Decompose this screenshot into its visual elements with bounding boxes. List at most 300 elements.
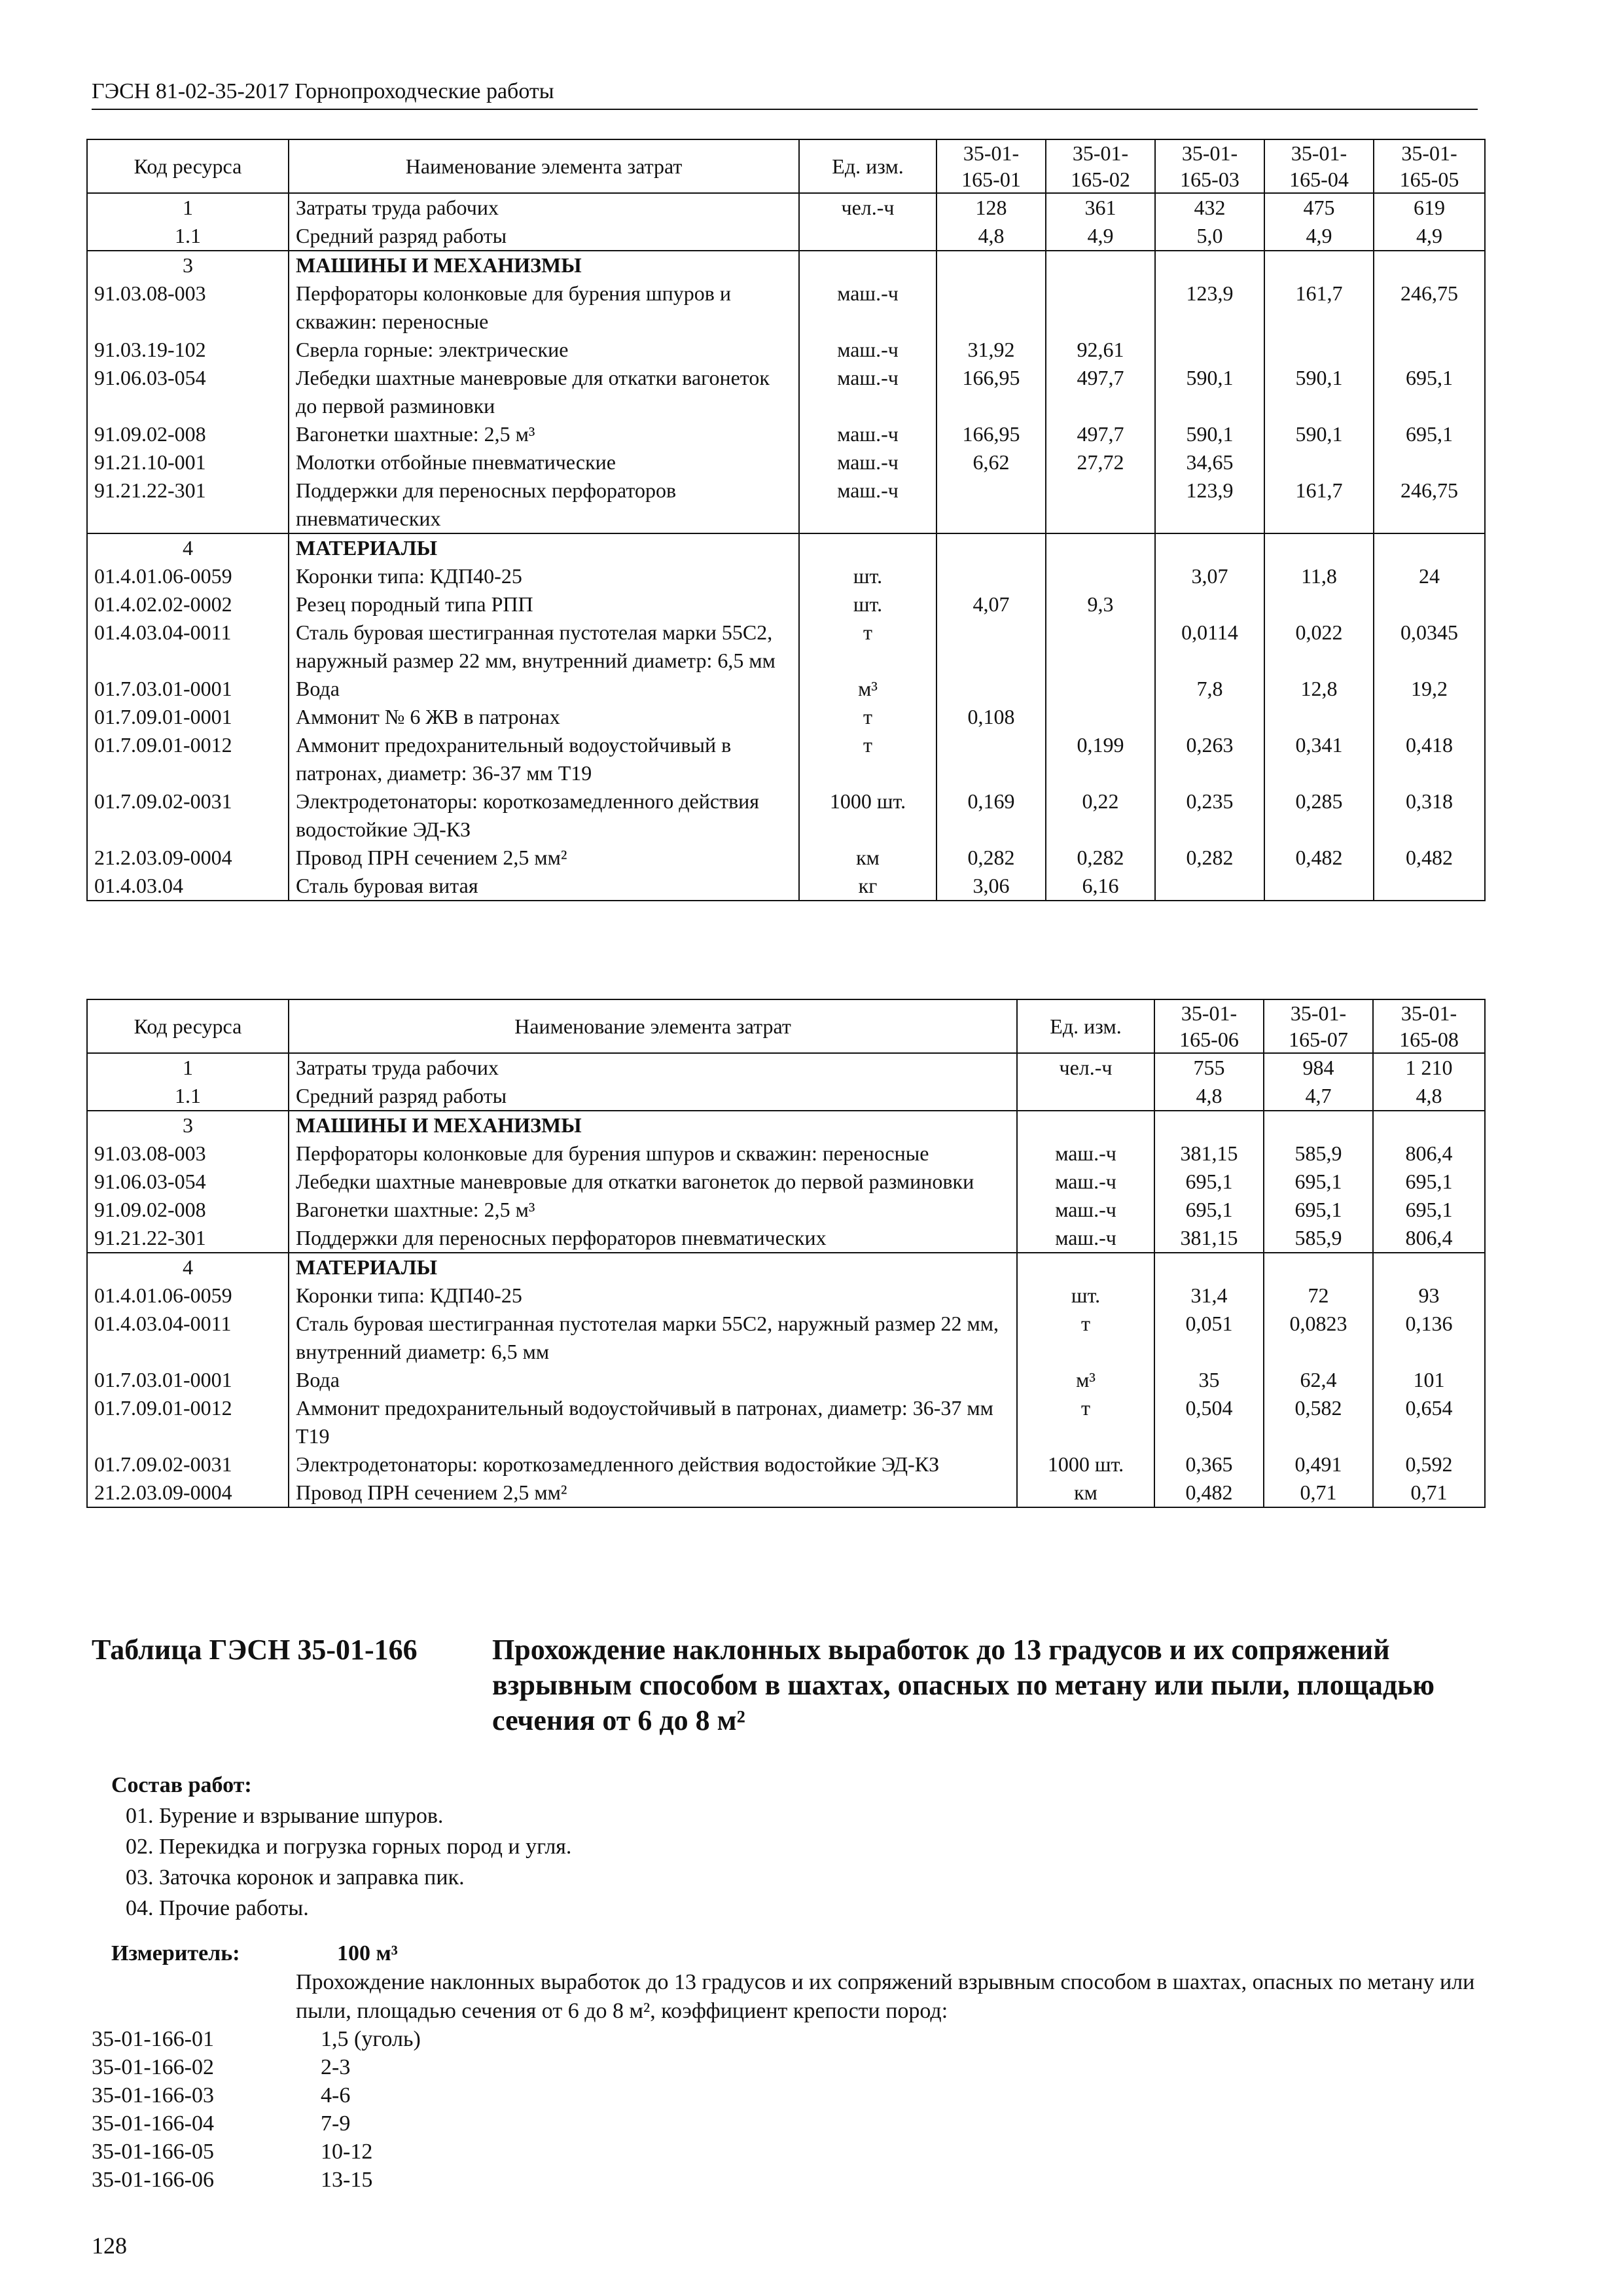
unit-of-measure: маш.-ч [799,476,936,533]
norm-value: 72 [1264,1282,1373,1310]
resource-code: 1.1 [87,1082,289,1111]
column-header: 35-01- 165-03 [1155,139,1264,193]
rock-hardness-value: 4-6 [321,2083,351,2108]
resource-code: 21.2.03.09-0004 [87,844,289,872]
norm-value: 161,7 [1264,476,1374,533]
table-row [87,731,1485,787]
cost-element-name: Сверла горные: электрические [289,336,799,364]
norm-value [1374,703,1485,731]
norm-value: 806,4 [1373,1224,1485,1253]
norm-value: 6,62 [936,448,1046,476]
cost-element-name: Поддержки для переносных перфораторов пневматических [289,476,799,533]
cost-element-name: Коронки типа: КДП40-25 [289,562,799,590]
resource-code: 91.03.19-102 [87,336,289,364]
norm-value: 590,1 [1264,364,1374,420]
norm-value [1155,872,1264,901]
cost-element-name: Аммонит предохранительный водоустойчивый в патронах, диаметр: 36-37 мм Т19 [289,1394,1017,1450]
norm-value: 381,15 [1154,1224,1264,1253]
norm-value: 31,92 [936,336,1046,364]
norm-row [92,2109,582,2138]
column-header: Код ресурса [87,139,289,193]
norm-value: 0,0823 [1264,1310,1373,1366]
column-header: Код ресурса [87,999,289,1053]
resource-code: 4 [87,533,289,562]
unit-of-measure: т [1017,1310,1154,1366]
norm-value: 4,7 [1264,1082,1373,1111]
measure-description: Прохождение наклонных выработок до 13 градусов и их сопряжений взрывным способом в шахтах, опасных по метану или пыли, площадью сечения от 6 до 8 м², коэффициент крепости пород: [296,1970,1475,2023]
norm-value [936,731,1046,787]
norm-value: 0,051 [1154,1310,1264,1366]
norm-value [1155,533,1264,562]
resource-table-1 [86,139,1486,901]
norm-code: 35-01-166-06 [92,2168,214,2192]
norm-row [92,2081,582,2109]
norm-value [1155,251,1264,279]
unit-of-measure: маш.-ч [799,364,936,420]
norm-value: 0,654 [1373,1394,1485,1450]
norm-value: 695,1 [1374,364,1485,420]
table-row [87,619,1485,675]
norm-value [1374,251,1485,279]
work-heading: Состав работ: [111,1773,252,1797]
work-composition [111,1770,571,1924]
cost-element-name: Вода [289,675,799,703]
table-row [87,872,1485,901]
norm-value: 619 [1374,193,1485,222]
table-row [87,1282,1485,1310]
norm-value [1374,872,1485,901]
cost-element-name: Сталь буровая витая [289,872,799,901]
norm-value [1264,1253,1373,1282]
resource-code: 01.4.01.06-0059 [87,1282,289,1310]
table-row [87,364,1485,420]
norm-value [1046,562,1155,590]
resource-code: 01.7.09.01-0001 [87,703,289,731]
norm-value [1264,703,1374,731]
norm-value [1264,448,1374,476]
resource-code: 91.21.10-001 [87,448,289,476]
norm-value: 0,108 [936,703,1046,731]
norm-value: 35 [1154,1366,1264,1394]
norm-value [936,562,1046,590]
resource-code: 91.09.02-008 [87,1196,289,1224]
unit-of-measure: маш.-ч [1017,1224,1154,1253]
table-row [87,222,1485,251]
norm-value: 695,1 [1154,1168,1264,1196]
rock-hardness-value: 1,5 (уголь) [321,2027,421,2051]
resource-code: 91.21.22-301 [87,1224,289,1253]
column-header: 35-01- 165-06 [1154,999,1264,1053]
cost-element-name: Электродетонаторы: короткозамедленного действия водостойкие ЭД-КЗ [289,787,799,844]
unit-of-measure: шт. [1017,1282,1154,1310]
resource-code: 01.7.09.02-0031 [87,787,289,844]
cost-element-name: Затраты труда рабочих [289,193,799,222]
norm-value: 7,8 [1155,675,1264,703]
norm-value [1046,533,1155,562]
table-row [87,336,1485,364]
norm-value: 0,418 [1374,731,1485,787]
resource-code: 3 [87,251,289,279]
norm-value: 695,1 [1374,420,1485,448]
norm-value: 0,136 [1373,1310,1485,1366]
norm-value: 695,1 [1373,1168,1485,1196]
table-row [87,1196,1485,1224]
norm-value [936,251,1046,279]
unit-of-measure: маш.-ч [1017,1139,1154,1168]
norm-value [1046,476,1155,533]
norm-value [1373,1253,1485,1282]
norm-value [1373,1111,1485,1139]
norm-value: 0,235 [1155,787,1264,844]
norm-value [936,279,1046,336]
table-row [87,562,1485,590]
cost-element-name: Провод ПРН сечением 2,5 мм² [289,844,799,872]
cost-element-name: Электродетонаторы: короткозамедленного действия водостойкие ЭД-КЗ [289,1450,1017,1479]
norm-value: 101 [1373,1366,1485,1394]
unit-of-measure [1017,1111,1154,1139]
norm-value: 695,1 [1154,1196,1264,1224]
norm-value: 93 [1373,1282,1485,1310]
unit-of-measure [799,533,936,562]
norm-value: 590,1 [1155,420,1264,448]
unit-of-measure [799,222,936,251]
resource-code: 91.06.03-054 [87,364,289,420]
unit-of-measure: маш.-ч [1017,1196,1154,1224]
norm-value: 246,75 [1374,476,1485,533]
norm-value [936,533,1046,562]
norm-value: 590,1 [1155,364,1264,420]
norm-value: 24 [1374,562,1485,590]
unit-of-measure [1017,1082,1154,1111]
norm-value: 123,9 [1155,476,1264,533]
norm-value: 695,1 [1264,1196,1373,1224]
column-header: 35-01- 165-02 [1046,139,1155,193]
cost-element-name: Вагонетки шахтные: 2,5 м³ [289,420,799,448]
cost-element-name: Перфораторы колонковые для бурения шпуров и скважин: переносные [289,279,799,336]
norm-value: 166,95 [936,420,1046,448]
norm-value: 0,318 [1374,787,1485,844]
table-row [87,1394,1485,1450]
norm-value: 0,71 [1264,1479,1373,1507]
cost-element-name: Средний разряд работы [289,1082,1017,1111]
norm-value [1374,533,1485,562]
cost-element-name: МАШИНЫ И МЕХАНИЗМЫ [289,251,799,279]
table-row [87,844,1485,872]
rock-hardness-value: 13-15 [321,2168,373,2192]
page-number: 128 [92,2233,127,2259]
resource-code: 01.7.03.01-0001 [87,1366,289,1394]
unit-of-measure: км [799,844,936,872]
resource-code: 01.4.03.04-0011 [87,619,289,675]
norm-value: 34,65 [1155,448,1264,476]
norm-value: 0,491 [1264,1450,1373,1479]
resource-code: 91.06.03-054 [87,1168,289,1196]
table-row [87,590,1485,619]
norm-value: 166,95 [936,364,1046,420]
table-row [87,1450,1485,1479]
norm-value: 12,8 [1264,675,1374,703]
unit-of-measure: т [799,731,936,787]
resource-code: 21.2.03.09-0004 [87,1479,289,1507]
cost-element-name: Вагонетки шахтные: 2,5 м³ [289,1196,1017,1224]
table-row [87,1139,1485,1168]
norm-value [1264,251,1374,279]
table-row [87,1224,1485,1253]
table-row [87,787,1485,844]
norm-value [1264,590,1374,619]
norm-value: 0,022 [1264,619,1374,675]
norm-value: 0,282 [1155,844,1264,872]
table-row [87,1253,1485,1282]
resource-code: 01.7.09.02-0031 [87,1450,289,1479]
table-row [87,1310,1485,1366]
rock-hardness-value: 7-9 [321,2111,351,2136]
norm-value [1374,448,1485,476]
resource-code: 01.4.03.04 [87,872,289,901]
resource-code: 01.4.03.04-0011 [87,1310,289,1366]
norm-value [1046,703,1155,731]
unit-of-measure: т [799,619,936,675]
table-row [87,251,1485,279]
cost-element-name: Перфораторы колонковые для бурения шпуров и скважин: переносные [289,1139,1017,1168]
norm-value: 31,4 [1154,1282,1264,1310]
norm-value: 0,365 [1154,1450,1264,1479]
norm-value: 0,582 [1264,1394,1373,1450]
norm-value: 246,75 [1374,279,1485,336]
norm-value: 0,592 [1373,1450,1485,1479]
norm-list [92,2025,582,2194]
unit-of-measure: маш.-ч [1017,1168,1154,1196]
column-header: 35-01- 165-05 [1374,139,1485,193]
norm-value: 585,9 [1264,1224,1373,1253]
norm-value [1264,533,1374,562]
unit-of-measure: маш.-ч [799,420,936,448]
table-caption-label: Таблица ГЭСН 35-01-166 [92,1634,418,1666]
table-row [87,703,1485,731]
norm-value [1264,336,1374,364]
norm-value: 3,06 [936,872,1046,901]
table-row [87,1111,1485,1139]
resource-code: 91.03.08-003 [87,1139,289,1168]
unit-of-measure: м³ [1017,1366,1154,1394]
norm-value: 0,282 [936,844,1046,872]
norm-value: 590,1 [1264,420,1374,448]
cost-element-name: Лебедки шахтные маневровые для откатки вагонеток до первой разминовки [289,364,799,420]
norm-value: 806,4 [1373,1139,1485,1168]
norm-value: 128 [936,193,1046,222]
cost-element-name: Средний разряд работы [289,222,799,251]
cost-element-name: Коронки типа: КДП40-25 [289,1282,1017,1310]
cost-element-name: Резец породный типа РПП [289,590,799,619]
norm-value: 0,263 [1155,731,1264,787]
norm-value: 0,0345 [1374,619,1485,675]
unit-of-measure: 1000 шт. [1017,1450,1154,1479]
norm-row [92,2166,582,2194]
norm-value [1155,336,1264,364]
norm-value [1046,675,1155,703]
column-header: Наименование элемента затрат [289,139,799,193]
table-row [87,1053,1485,1082]
column-header: 35-01- 165-08 [1373,999,1485,1053]
rock-hardness-value: 2-3 [321,2055,351,2079]
norm-code: 35-01-166-03 [92,2083,214,2108]
norm-value: 62,4 [1264,1366,1373,1394]
norm-code: 35-01-166-01 [92,2027,214,2051]
norm-value: 1 210 [1373,1053,1485,1082]
measure-label: Измеритель: [111,1941,240,1965]
norm-value: 11,8 [1264,562,1374,590]
table-row [87,675,1485,703]
resource-code: 91.21.22-301 [87,476,289,533]
unit-of-measure: 1000 шт. [799,787,936,844]
measure-unit: 100 м³ [337,1941,398,1965]
unit-of-measure [1017,1253,1154,1282]
norm-value: 0,282 [1046,844,1155,872]
cost-element-name: Затраты труда рабочих [289,1053,1017,1082]
norm-value: 695,1 [1373,1196,1485,1224]
norm-value [1046,279,1155,336]
norm-value: 0,504 [1154,1394,1264,1450]
norm-value: 4,9 [1046,222,1155,251]
norm-value [936,675,1046,703]
norm-value: 123,9 [1155,279,1264,336]
unit-of-measure: км [1017,1479,1154,1507]
norm-value: 4,8 [936,222,1046,251]
unit-of-measure: кг [799,872,936,901]
norm-value [1046,251,1155,279]
norm-value: 432 [1155,193,1264,222]
resource-table-2 [86,999,1486,1508]
norm-value [1154,1253,1264,1282]
resource-code: 1 [87,193,289,222]
norm-value: 695,1 [1264,1168,1373,1196]
norm-code: 35-01-166-02 [92,2055,214,2079]
norm-row [92,2138,582,2166]
cost-element-name: Молотки отбойные пневматические [289,448,799,476]
resource-code: 91.09.02-008 [87,420,289,448]
unit-of-measure: м³ [799,675,936,703]
norm-value: 0,199 [1046,731,1155,787]
norm-value: 4,8 [1154,1082,1264,1111]
column-header: 35-01- 165-04 [1264,139,1374,193]
resource-code: 1 [87,1053,289,1082]
resource-code: 01.7.09.01-0012 [87,731,289,787]
table-row [87,533,1485,562]
resource-code: 91.03.08-003 [87,279,289,336]
unit-of-measure: шт. [799,590,936,619]
cost-element-name: Провод ПРН сечением 2,5 мм² [289,1479,1017,1507]
norm-value [1154,1111,1264,1139]
unit-of-measure [799,251,936,279]
norm-value: 0,169 [936,787,1046,844]
norm-value [1264,872,1374,901]
resource-code: 1.1 [87,222,289,251]
column-header: Ед. изм. [1017,999,1154,1053]
column-header: Ед. изм. [799,139,936,193]
table-header-row [87,139,1485,193]
norm-value: 4,9 [1374,222,1485,251]
table-row [87,1366,1485,1394]
cost-element-name: Вода [289,1366,1017,1394]
unit-of-measure: маш.-ч [799,448,936,476]
cost-element-name: Аммонит предохранительный водоустойчивый в патронах, диаметр: 36-37 мм Т19 [289,731,799,787]
norm-value: 6,16 [1046,872,1155,901]
work-item: 02. Перекидка и погрузка горных пород и угля. [126,1835,572,1859]
table-row [87,448,1485,476]
norm-value: 497,7 [1046,420,1155,448]
norm-value [1374,590,1485,619]
norm-row [92,2053,582,2081]
norm-value [1155,703,1264,731]
unit-of-measure: маш.-ч [799,336,936,364]
norm-value: 4,8 [1373,1082,1485,1111]
resource-code: 01.4.01.06-0059 [87,562,289,590]
resource-code: 4 [87,1253,289,1282]
table-row [87,1082,1485,1111]
column-header: 35-01- 165-07 [1264,999,1373,1053]
norm-value [1374,336,1485,364]
norm-value: 381,15 [1154,1139,1264,1168]
norm-code: 35-01-166-05 [92,2140,214,2164]
norm-value: 3,07 [1155,562,1264,590]
resource-code: 01.4.02.02-0002 [87,590,289,619]
table-row [87,193,1485,222]
norm-value [1155,590,1264,619]
rock-hardness-value: 10-12 [321,2140,373,2164]
norm-value: 755 [1154,1053,1264,1082]
unit-of-measure: чел.-ч [799,193,936,222]
unit-of-measure: маш.-ч [799,279,936,336]
unit-of-measure: т [1017,1394,1154,1450]
norm-value: 0,22 [1046,787,1155,844]
norm-value: 0,71 [1373,1479,1485,1507]
table-row [87,420,1485,448]
norm-value: 0,482 [1374,844,1485,872]
running-head: ГЭСН 81-02-35-2017 Горнопроходческие работы [92,77,1478,110]
norm-value: 0,0114 [1155,619,1264,675]
cost-element-name: МАТЕРИАЛЫ [289,533,799,562]
cost-element-name: МАШИНЫ И МЕХАНИЗМЫ [289,1111,1017,1139]
norm-value: 0,482 [1154,1479,1264,1507]
norm-value: 0,482 [1264,844,1374,872]
resource-code: 01.7.03.01-0001 [87,675,289,703]
norm-value [1264,1111,1373,1139]
unit-of-measure: шт. [799,562,936,590]
norm-value: 0,341 [1264,731,1374,787]
norm-value: 475 [1264,193,1374,222]
norm-value: 0,285 [1264,787,1374,844]
table-row [87,476,1485,533]
table-header-row [87,999,1485,1053]
norm-value: 497,7 [1046,364,1155,420]
norm-value: 585,9 [1264,1139,1373,1168]
table-row [87,1168,1485,1196]
work-item: 03. Заточка коронок и заправка пик. [126,1865,465,1890]
resource-code: 01.7.09.01-0012 [87,1394,289,1450]
work-item: 01. Бурение и взрывание шпуров. [126,1804,444,1828]
norm-code: 35-01-166-04 [92,2111,214,2136]
norm-value: 161,7 [1264,279,1374,336]
cost-element-name: Аммонит № 6 ЖВ в патронах [289,703,799,731]
table-caption-title: Прохождение наклонных выработок до 13 градусов и их сопряжений взрывным способом в шахтах, опасных по метану или пыли, площадью сечения от 6 до 8 м² [492,1634,1435,1736]
cost-element-name: Лебедки шахтные маневровые для откатки вагонеток до первой разминовки [289,1168,1017,1196]
norm-value: 19,2 [1374,675,1485,703]
table-row [87,1479,1485,1507]
norm-value: 92,61 [1046,336,1155,364]
work-item: 04. Прочие работы. [126,1896,309,1920]
norm-value: 4,07 [936,590,1046,619]
cost-element-name: Сталь буровая шестигранная пустотелая марки 55С2, наружный размер 22 мм, внутренний диаметр: 6,5 мм [289,619,799,675]
